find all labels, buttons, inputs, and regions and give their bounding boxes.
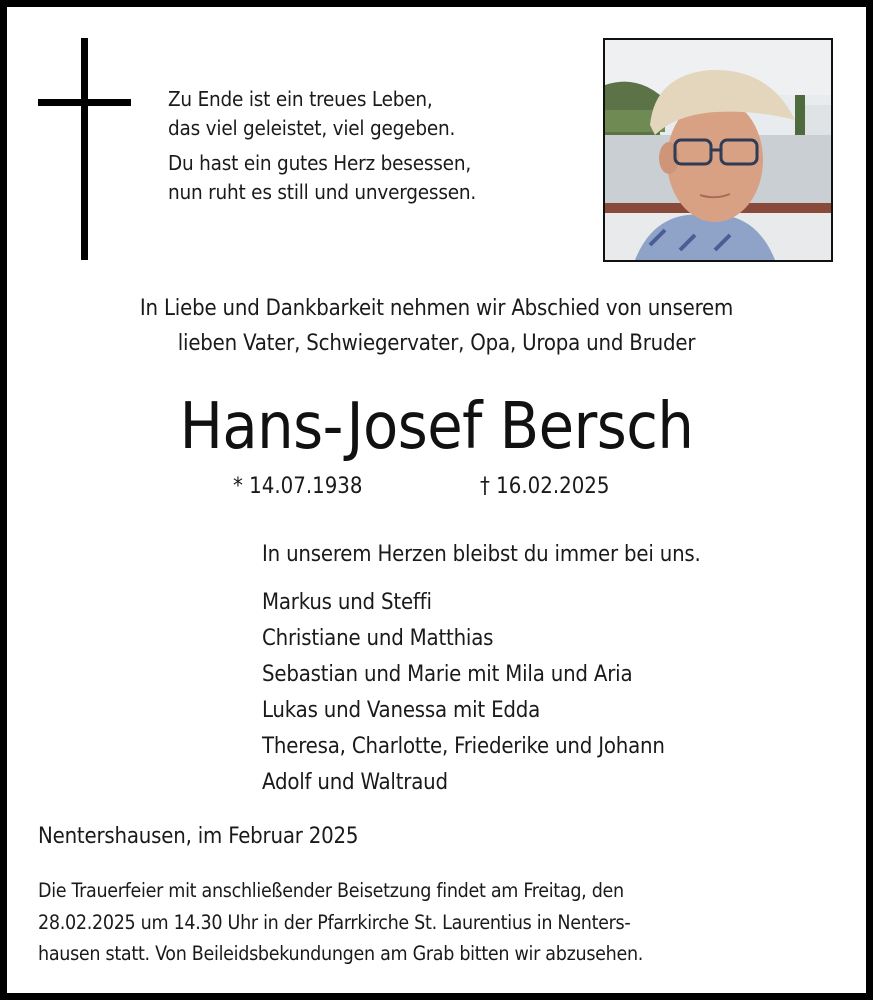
deceased-name: Hans-Josef Bersch <box>179 390 694 464</box>
mourner-entry: Lukas und Vanessa mit Edda <box>262 698 541 723</box>
portrait-photo <box>603 38 833 262</box>
poem-stanza-2 <box>168 149 476 207</box>
mourner-entry: Christiane und Matthias <box>262 626 494 651</box>
poem-line: Zu Ende ist ein treues Leben, <box>168 87 433 111</box>
remembrance-line: In unserem Herzen bleibst du immer bei uns. <box>262 542 701 567</box>
birth-date: * 14.07.1938 <box>233 474 363 499</box>
poem-stanza-1 <box>168 85 476 143</box>
poem-line: nun ruht es still und unvergessen. <box>168 180 477 204</box>
funeral-line: Die Trauerfeier mit anschließender Beisetzung findet am Freitag, den <box>38 879 624 902</box>
intro-text <box>7 291 866 361</box>
mourners-list <box>262 585 665 801</box>
poem-line: Du hast ein gutes Herz besessen, <box>168 151 471 175</box>
funeral-line: 28.02.2025 um 14.30 Uhr in der Pfarrkirche St. Laurentius in Nenters- <box>38 910 631 934</box>
cross-horizontal-bar <box>38 99 131 106</box>
mourner-entry: Sebastian und Marie mit Mila und Aria <box>262 662 633 687</box>
mourner-entry: Theresa, Charlotte, Friederike und Johann <box>262 734 665 759</box>
obituary-card <box>7 7 866 993</box>
funeral-line: hausen statt. Von Beileidsbekundungen am Grab bitten wir abzusehen. <box>38 942 644 965</box>
intro-line: In Liebe und Dankbarkeit nehmen wir Abschied von unserem <box>139 296 734 321</box>
poem <box>168 85 476 213</box>
poem-line: das viel geleistet, viel gegeben. <box>168 116 456 140</box>
mourner-entry: Adolf und Waltraud <box>262 770 448 795</box>
mourner-entry: Markus und Steffi <box>262 590 432 615</box>
intro-line: lieben Vater, Schwiegervater, Opa, Uropa und Bruder <box>177 331 696 356</box>
funeral-notice <box>38 875 848 970</box>
cross-vertical-bar <box>81 38 88 260</box>
death-date: † 16.02.2025 <box>480 474 610 499</box>
place-and-date: Nentershausen, im Februar 2025 <box>38 824 359 849</box>
